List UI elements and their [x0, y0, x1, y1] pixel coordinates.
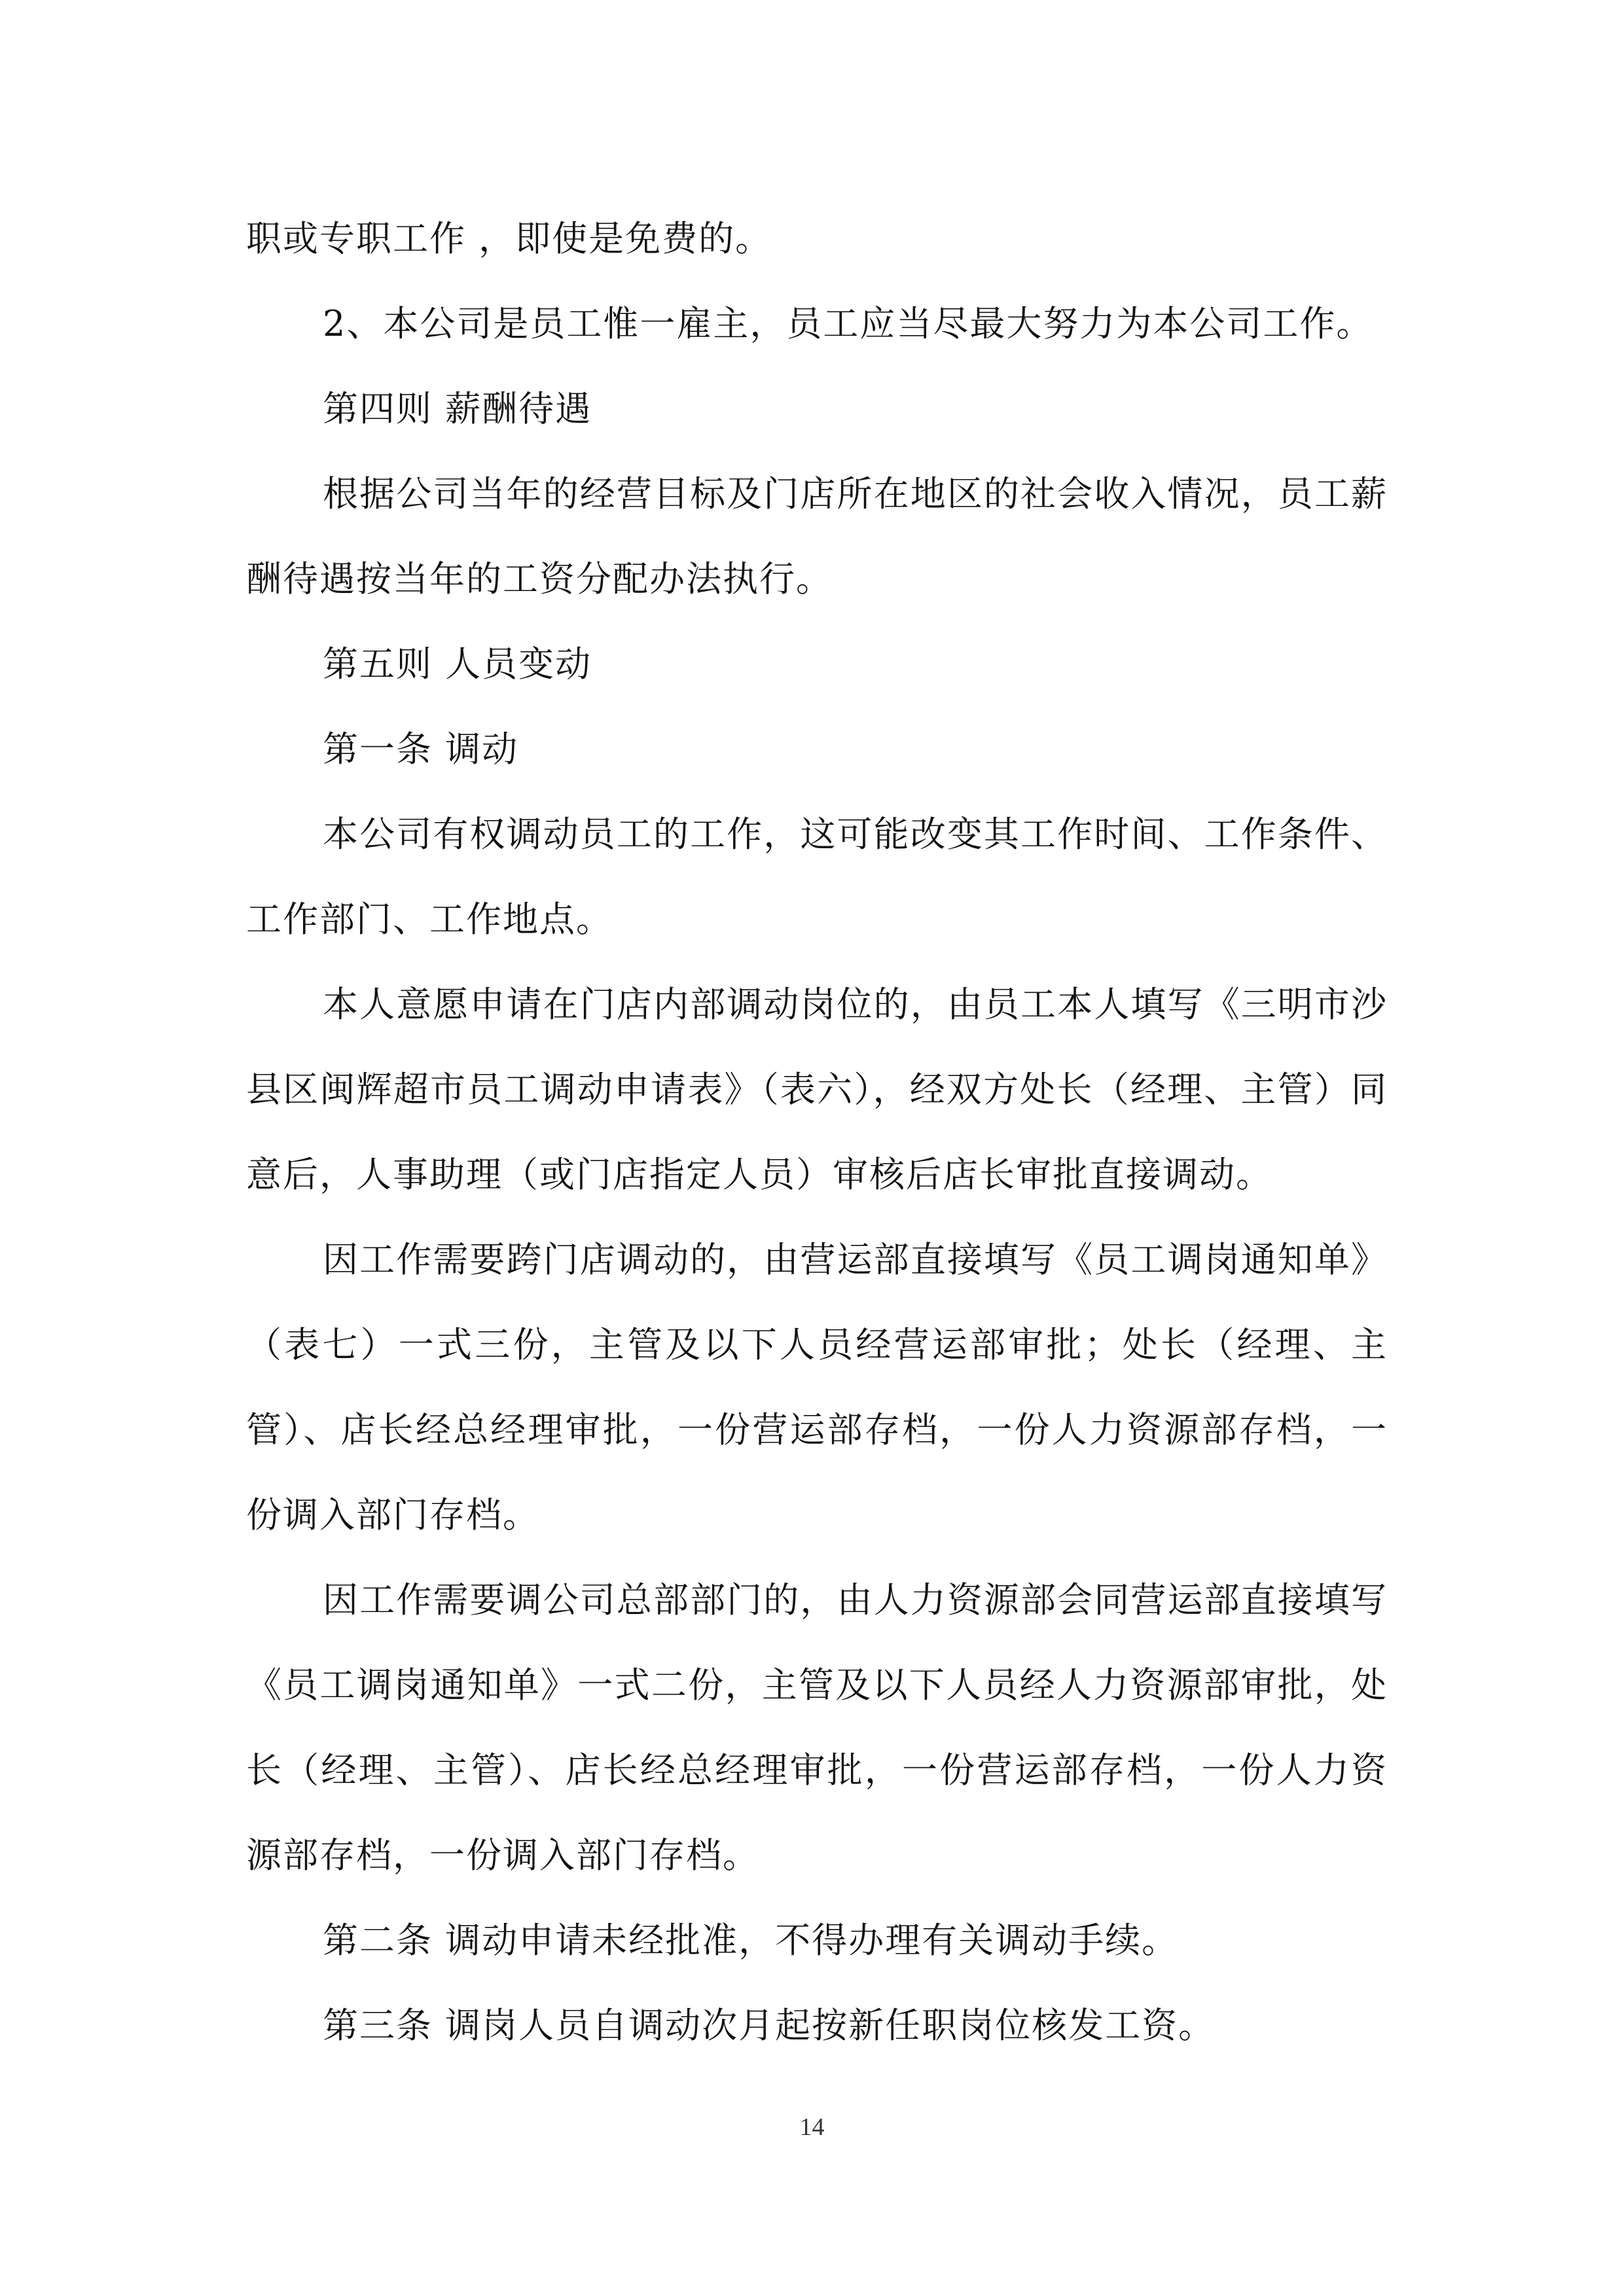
document-body [246, 196, 1388, 2068]
article-heading-transfer: 第一条 调动 [323, 728, 519, 770]
article-three: 第三条 调岗人员自调动次月起按新任职岗位核发工资。 [323, 2005, 1216, 2046]
paragraph-headquarters-transfer: 因工作需要调公司总部部门的，由人力资源部会同营运部直接填写《员工调岗通知单》一式二份，主管及以下人员经人力资源部审批，处长（经理、主管）、店长经总经理审批，一份营运部存档，一份人力资源部存档，一份调入部门存档。 [246, 1579, 1388, 1876]
article-two: 第二条 调动申请未经批准，不得办理有关调动手续。 [323, 1920, 1179, 1961]
paragraph-continuation: 职或专职工作 ，即使是免费的。 [246, 218, 772, 259]
paragraph-internal-transfer: 本人意愿申请在门店内部调动岗位的，由员工本人填写《三明市沙县区闽辉超市员工调动申请表》（表六），经双方处长（经理、主管）同意后，人事助理（或门店指定人员）审核后店长审批直接调动。 [246, 984, 1388, 1195]
paragraph-salary: 根据公司当年的经营目标及门店所在地区的社会收入情况，员工薪酬待遇按当年的工资分配办法执行。 [246, 473, 1388, 600]
section-heading-personnel-change: 第五则 人员变动 [323, 643, 592, 685]
paragraph-cross-store-transfer: 因工作需要跨门店调动的，由营运部直接填写《员工调岗通知单》（表七）一式三份，主管及以下人员经营运部审批；处长（经理、主管）、店长经总经理审批，一份营运部存档，一份人力资源部存档，一份调入部门存档。 [246, 1239, 1388, 1535]
section-heading-salary: 第四则 薪酬待遇 [323, 388, 592, 429]
page-number: 14 [799, 2113, 825, 2141]
paragraph-sole-employer: 2、本公司是员工惟一雇主，员工应当尽最大努力为本公司工作。 [323, 303, 1373, 344]
paragraph-transfer-right: 本公司有权调动员工的工作，这可能改变其工作时间、工作条件、工作部门、工作地点。 [246, 814, 1388, 940]
